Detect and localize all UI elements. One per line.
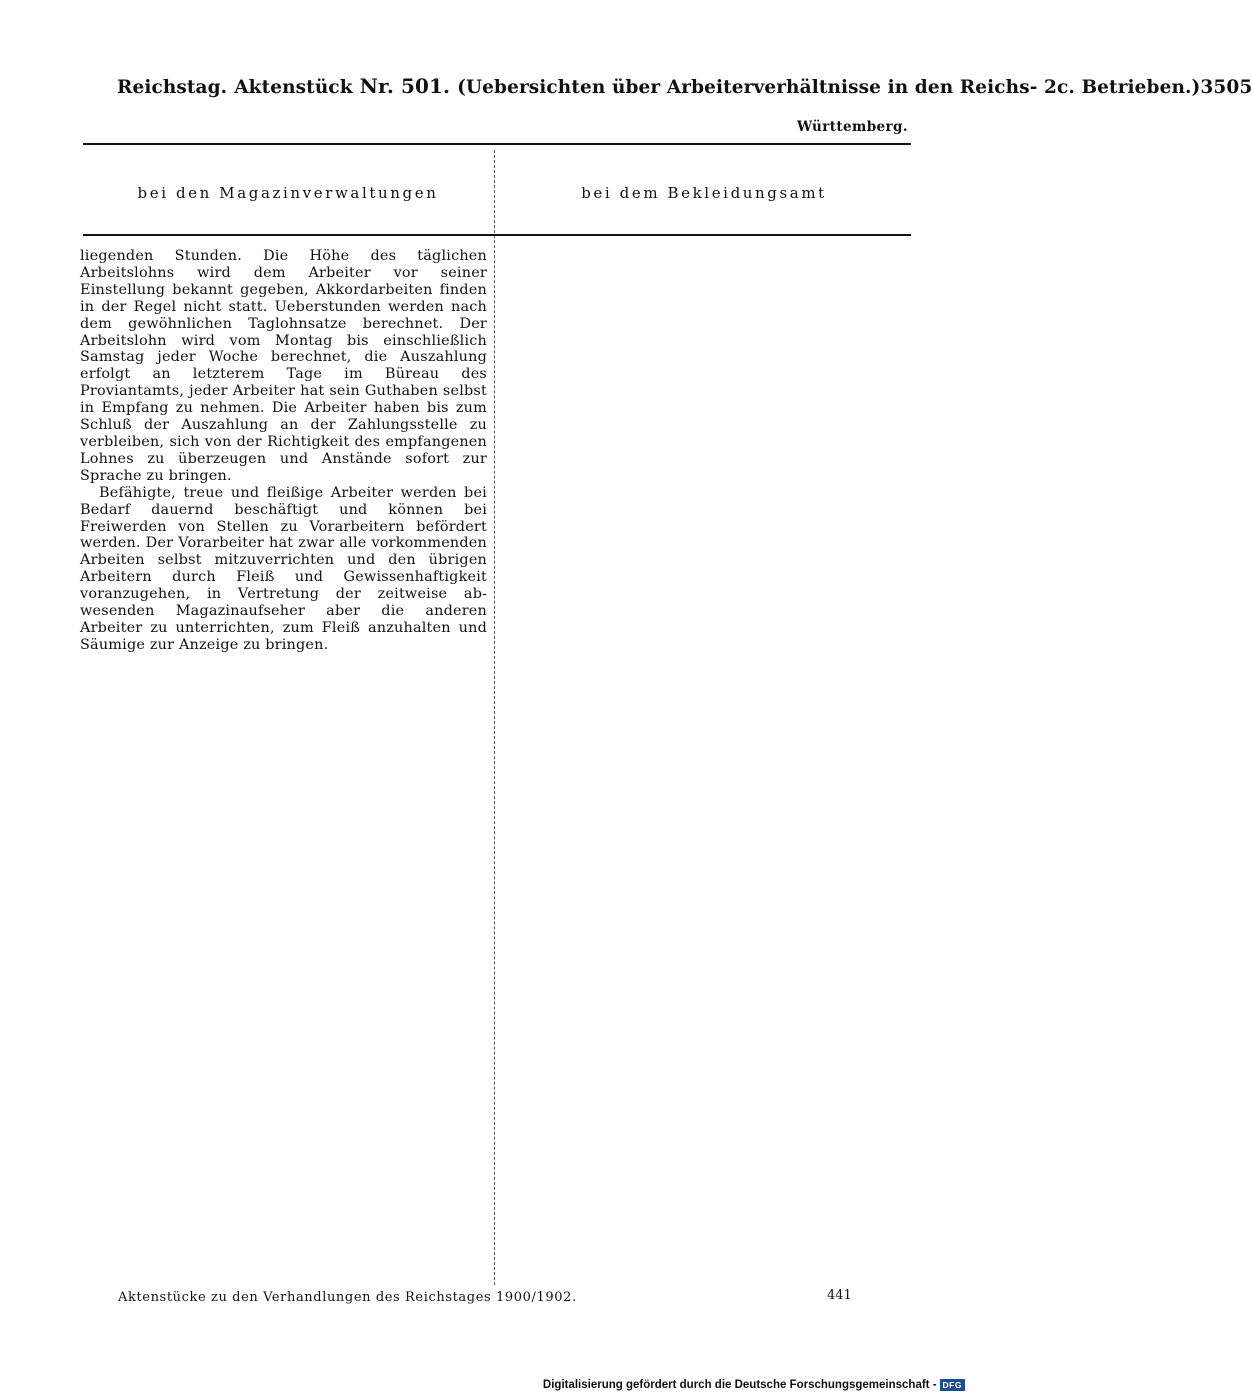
document-number: Nr. 501. <box>359 74 451 98</box>
footer-sheet-number: 441 <box>827 1288 852 1303</box>
column-divider <box>494 150 495 1285</box>
dfg-logo-icon: DFG <box>940 1379 965 1391</box>
column-heading-bekleidungsamt: bei dem Bekleidungsamt <box>581 184 827 202</box>
body-paragraph: Befähigte, treue und fleißige Arbeiter werden bei Bedarf dauernd beschäftigt und können bei Freiwerden von Stellen zu Vorarbeitern befördert werden. Der Vorarbeiter hat zwar alle vorkommenden Arbeiten selbst mitzuverrichten und den übrigen Arbeitern durch Fleiß und Gewissenhaftigkeit voranzugehen, in Vertretung der zeitweise abwesenden Magazinaufseher aber die anderen Arbeiter zu unterrichten, zum Fleiß anzuhalten und Säumige zur Anzeige zu bringen. <box>80 484 487 653</box>
page-number: 3505 <box>1200 77 1252 98</box>
column-heading-rule <box>83 234 911 236</box>
left-column-text <box>80 248 487 654</box>
footer-source: Aktenstücke zu den Verhandlungen des Reichstages 1900/1902. <box>118 1290 577 1305</box>
digitization-credit <box>543 1379 965 1391</box>
document-label: Aktenstück <box>234 77 353 98</box>
journal-name: Reichstag. <box>117 77 228 98</box>
column-heading-magazinverwaltungen: bei den Magazinverwaltungen <box>137 184 439 202</box>
region-label: Württemberg. <box>797 119 908 135</box>
running-title <box>117 74 1200 98</box>
body-paragraph: liegenden Stunden. Die Höhe des täglichen Arbeitslohns wird dem Arbeiter vor seiner Einstellung bekannt gegeben, Akkordarbeiten finden in der Regel nicht statt. Ueberstunden werden nach dem gewöhnlichen Taglohnsatze berechnet. Der Arbeitslohn wird vom Montag bis einschließlich Samstag jeder Woche berechnet, die Auszahlung erfolgt an letzterem Tage im Büreau des Proviantamts, jeder Arbeiter hat sein Guthaben selbst in Empfang zu nehmen. Die Arbeiter haben bis zum Schluß der Auszahlung an der Zahlungsstelle zu verbleiben, sich von der Richtigkeit des empfangenen Lohnes zu überzeugen und Anstände sofort zur Sprache zu bringen. <box>80 248 487 484</box>
credit-text: Digitalisierung gefördert durch die Deutsche Forschungsgemeinschaft - <box>542 1379 937 1391</box>
running-header <box>117 74 1252 98</box>
header-rule <box>83 143 911 145</box>
document-subject: (Uebersichten über Arbeiterverhältnisse in den Reichs- 2c. Betrieben.) <box>457 77 1201 98</box>
